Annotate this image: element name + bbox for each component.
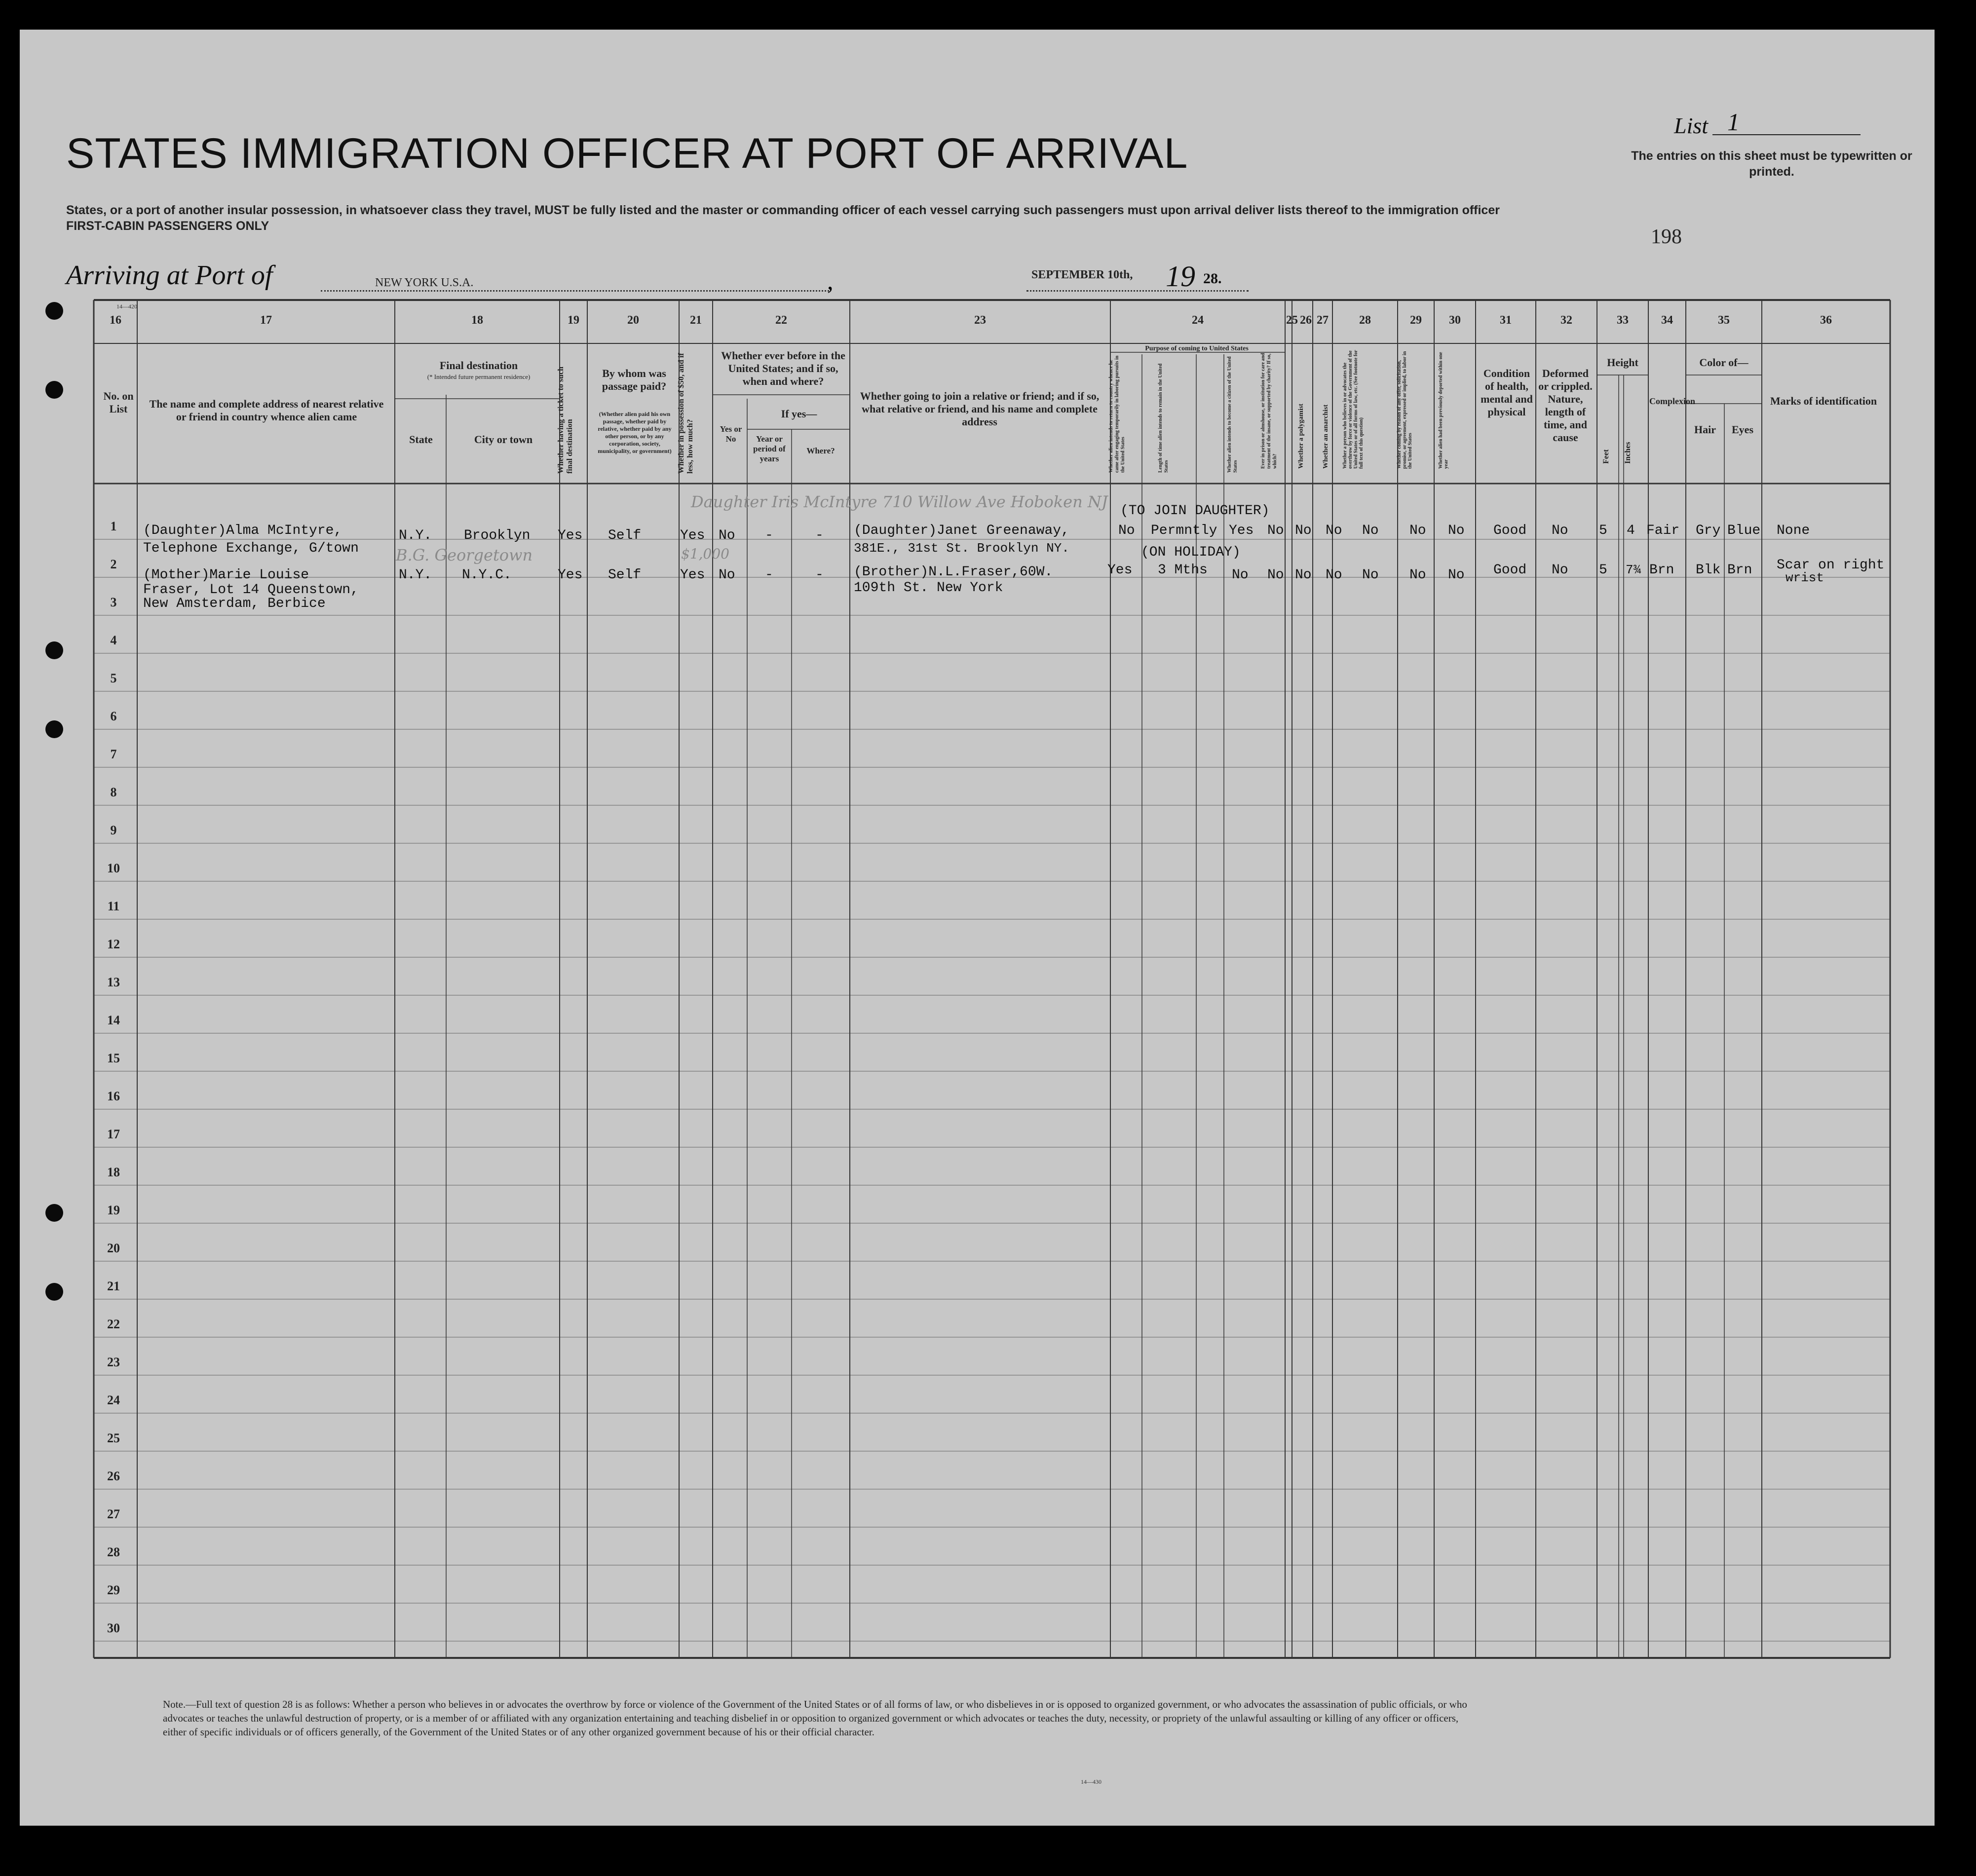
row2-eyes: Brn	[1727, 563, 1752, 578]
header-c22-ifyes: If yes—	[781, 408, 817, 420]
row2-join-line2: 109th St. New York	[854, 580, 1003, 596]
row2-return: Yes	[1107, 563, 1133, 578]
row2-relative-line2: Fraser, Lot 14 Queenstown,	[143, 582, 359, 598]
header-c21: Whether in possession of $50, and if less, how much?	[677, 353, 694, 474]
header-c18: Final destination	[439, 359, 518, 372]
row-number: 2	[110, 557, 117, 571]
row1-q30: No	[1448, 523, 1465, 538]
row-number: 27	[107, 1507, 120, 1521]
row-number: 3	[110, 595, 117, 609]
row-number: 10	[107, 861, 120, 875]
header-c25: Ever in prison or almshouse, or institution for care and treatment of the insane, or supported by charity? If so, which?	[1260, 353, 1278, 469]
row-number: 28	[107, 1545, 120, 1559]
column-number: 19	[568, 314, 579, 327]
arriving-label: Arriving at Port of	[66, 260, 273, 291]
row1-prison: No	[1267, 523, 1284, 538]
row-number: 7	[110, 747, 117, 761]
row1-city: Brooklyn	[464, 528, 531, 543]
row2-handwritten-amount: $1,000	[681, 546, 729, 562]
row1-complexion: Fair	[1646, 523, 1680, 538]
footnote: Note.—Full text of question 28 is as follows: Whether a person who believes in or advocates the overthrow by force or violence of the Government of the United States or of all forms of law, or who disbelieves in or is opposed to organized government, or who advocates the assassination of public officials, or who advocates or teaches the unlawful destruction of property, or is a member of or affiliated with any organization entertaining and teaching disbelief in or opposition to organized government or which advocates or teaches the duty, necessity, or propriety of the unlawful assaulting or killing of any officer or officers, either of specific individuals or of officers generally, of the Government of the United States or of any other organized government because of his or their official character.	[163, 1698, 1467, 1738]
row1-marks: None	[1777, 523, 1810, 538]
row-number: 29	[107, 1583, 120, 1597]
page-number: 198	[1651, 225, 1682, 248]
row1-citizen: Yes	[1229, 523, 1254, 538]
row1-has-50: Yes	[680, 528, 705, 543]
column-number: 26	[1300, 314, 1312, 327]
column-number: 22	[775, 314, 787, 327]
row1-handwritten-annotation: Daughter Iris McIntyre 710 Willow Ave Hoboken NJ	[691, 492, 1108, 511]
header-c28: Whether a person who believes in or advocates the overthrow by force or violence of the Government of the United States or of all forms of law, etc. (See footnote for full text of this question)	[1342, 350, 1364, 469]
row-number: 11	[107, 899, 120, 913]
header-c24a: Whether alien intends to return to country whence he came after engaging temporarily in laboring pursuits in the United States	[1108, 355, 1126, 473]
column-number: 20	[627, 314, 639, 327]
row1-deformed: No	[1552, 523, 1568, 538]
column-number: 23	[974, 314, 986, 327]
header-c22-yesno: Yes or No	[720, 424, 742, 444]
column-number: 21	[690, 314, 702, 327]
row1-before-in-us: No	[719, 528, 735, 543]
header-c22-where: Where?	[806, 446, 835, 455]
column-number: 28	[1359, 314, 1371, 327]
row-number: 5	[110, 671, 117, 685]
row2-health: Good	[1493, 563, 1527, 578]
column-number: 36	[1820, 314, 1832, 327]
row1-hair: Gry	[1696, 523, 1721, 538]
row2-length: 3 Mths	[1158, 563, 1208, 578]
row2-relative-line1: (Mother)Marie Louise	[143, 567, 309, 583]
row1-relative-line2: Telephone Exchange, G/town	[143, 541, 359, 556]
row-number: 19	[107, 1203, 120, 1217]
row2-has-50: Yes	[680, 567, 705, 583]
passenger-class: FIRST-CABIN PASSENGERS ONLY	[66, 219, 269, 233]
header-c32: Deformed or crippled. Nature, length of time, and cause	[1538, 367, 1593, 444]
row-number: 18	[107, 1165, 120, 1179]
row2-marks-line2: wrist	[1786, 570, 1824, 585]
header-c29: Whether coming by reason of any offer, solicitation, promise, or agreement, expressed or implied, to labor in the United States	[1397, 351, 1413, 469]
list-label: List	[1674, 113, 1709, 138]
column-number: 30	[1449, 314, 1461, 327]
column-number: 31	[1500, 314, 1512, 327]
column-number: 35	[1718, 314, 1730, 327]
header-c31: Condition of health, mental and physical	[1481, 367, 1533, 418]
row-number: 20	[107, 1241, 120, 1255]
header-c16: No. on List	[103, 390, 134, 415]
row-number: 4	[110, 633, 117, 647]
header-c35-eyes: Eyes	[1732, 423, 1753, 436]
row2-q30: No	[1448, 567, 1465, 583]
header-c33-inches: Inches	[1624, 442, 1632, 464]
column-number: 17	[260, 314, 272, 327]
row1-eyes: Blue	[1727, 523, 1761, 538]
row2-where: -	[815, 567, 824, 583]
header-c33-feet: Feet	[1602, 449, 1610, 464]
row1-where: -	[815, 528, 824, 543]
header-c34: Complexion	[1649, 396, 1696, 406]
row1-state: N.Y.	[399, 528, 432, 543]
header-c26: Whether a polygamist	[1297, 404, 1305, 469]
year-suffix: 28.	[1203, 270, 1222, 287]
row2-q28: No	[1362, 567, 1379, 583]
row2-before-in-us: No	[719, 567, 735, 583]
row-number: 9	[110, 823, 117, 837]
row2-marks-line1: Scar on right	[1777, 558, 1885, 573]
row1-paid-by: Self	[608, 528, 642, 543]
row1-relative-line1: (Daughter)Alma McIntyre,	[143, 523, 342, 538]
header-c19: Whether having a ticket to such final destination	[557, 366, 574, 474]
column-number: 18	[471, 314, 483, 327]
list-number: 1	[1727, 108, 1740, 136]
header-c18-state: State	[409, 433, 433, 446]
header-c24: Purpose of coming to United States	[1145, 345, 1249, 352]
row-number: 13	[107, 975, 120, 989]
row1-health: Good	[1493, 523, 1527, 538]
header-c18-note: (* Intended future permanent residence)	[427, 373, 531, 380]
row-number: 6	[110, 709, 117, 723]
row1-polygamist: No	[1295, 523, 1312, 538]
arrival-date: SEPTEMBER 10th,	[1031, 268, 1133, 281]
header-c22-year: Year or period of years	[753, 434, 786, 463]
column-number: 33	[1617, 314, 1629, 327]
row2-paid-by: Self	[608, 567, 642, 583]
year-prefix: 19	[1166, 260, 1195, 293]
port-name: NEW YORK U.S.A.	[375, 276, 474, 289]
row-number: 1	[110, 519, 117, 533]
header-c20: By whom was passage paid?	[602, 367, 667, 392]
column-number: 24	[1192, 314, 1204, 327]
comma: ,	[827, 267, 834, 295]
row1-purpose-note: (TO JOIN DAUGHTER)	[1120, 503, 1270, 519]
header-c17: The name and complete address of nearest relative or friend in country whence alien came	[149, 398, 384, 423]
row1-inches: 4	[1627, 523, 1635, 538]
page-title: STATES IMMIGRATION OFFICER AT PORT OF ARRIVAL	[66, 130, 1188, 177]
row-number: 23	[107, 1355, 120, 1369]
column-number: 16	[110, 314, 121, 327]
row-number: 14	[107, 1013, 120, 1027]
row1-year: -	[765, 528, 773, 543]
form-number-bottom: 14—430	[1081, 1778, 1102, 1785]
row2-ticket: Yes	[558, 567, 583, 583]
row2-polygamist: No	[1295, 567, 1312, 583]
row2-q29: No	[1409, 567, 1426, 583]
row2-relative-line3: New Amsterdam, Berbice	[143, 596, 326, 611]
row2-citizen: No	[1232, 567, 1249, 583]
column-number: 32	[1560, 314, 1572, 327]
row1-join-line2: 381E., 31st St. Brooklyn NY.	[854, 541, 1069, 556]
row1-length: Permntly	[1151, 523, 1217, 538]
header-c33: Height	[1607, 356, 1638, 369]
header-c35: Color of—	[1699, 356, 1748, 369]
row-number: 12	[107, 937, 120, 951]
column-number: 34	[1661, 314, 1673, 327]
row2-anarchist: No	[1326, 567, 1342, 583]
header-c24c: Whether alien intends to become a citizen of the United States	[1227, 356, 1238, 473]
header-c30: Whether alien had been previously deported within one year	[1438, 352, 1449, 469]
row2-state: N.Y.	[399, 567, 432, 583]
row2-deformed: No	[1552, 563, 1568, 578]
instruction-text: States, or a port of another insular possession, in whatsoever class they travel, MUST be fully listed and the master or commanding officer of each vessel carrying such passengers must upon arrival deliver lists thereof to the immigration officer	[66, 203, 1500, 217]
header-c22: Whether ever before in the United States; and if so, when and where?	[721, 349, 845, 387]
column-number: 25	[1286, 314, 1298, 327]
row-number: 26	[107, 1469, 120, 1483]
row2-year: -	[765, 567, 773, 583]
column-number: 27	[1317, 314, 1329, 327]
row1-anarchist: No	[1326, 523, 1342, 538]
row2-feet: 5	[1599, 563, 1607, 578]
row2-handwritten-city: B.G. Georgetown	[396, 546, 533, 564]
row1-ticket: Yes	[558, 528, 583, 543]
row1-join-line1: (Daughter)Janet Greenaway,	[854, 523, 1069, 538]
row-number: 21	[107, 1279, 120, 1293]
row-number: 16	[107, 1089, 120, 1103]
column-number: 29	[1410, 314, 1422, 327]
row2-hair: Blk	[1696, 563, 1721, 578]
row2-city: N.Y.C.	[462, 567, 512, 583]
entries-note: The entries on this sheet must be typewritten or printed.	[1631, 149, 1912, 179]
row-number: 8	[110, 785, 117, 799]
header-c35-hair: Hair	[1694, 423, 1716, 436]
header-c20-note: (Whether alien paid his own passage, whether paid by relative, whether paid by any other person, or by any corporation, society, municipality, or government)	[598, 411, 672, 454]
row-number: 15	[107, 1051, 120, 1065]
row1-feet: 5	[1599, 523, 1607, 538]
row-number: 25	[107, 1431, 120, 1445]
row1-q29: No	[1409, 523, 1426, 538]
header-c24b: Length of time alien intends to remain in the United States	[1158, 363, 1169, 473]
row-number: 22	[107, 1317, 120, 1331]
row-number: 17	[107, 1127, 120, 1141]
row2-prison: No	[1267, 567, 1284, 583]
row-number: 24	[107, 1393, 120, 1407]
row1-return: No	[1118, 523, 1135, 538]
row-number: 30	[107, 1621, 120, 1635]
header-c18-city: City or town	[474, 433, 533, 446]
header-c27: Whether an anarchist	[1322, 404, 1330, 469]
header-c23: Whether going to join a relative or friend; and if so, what relative or friend, and his name and complete address	[860, 390, 1100, 428]
header-c36: Marks of identification	[1770, 395, 1877, 407]
row2-purpose-note: (ON HOLIDAY)	[1141, 545, 1241, 560]
row1-q28: No	[1362, 523, 1379, 538]
form-number: 14—420	[116, 303, 137, 310]
row2-complexion: Brn	[1649, 563, 1674, 578]
row2-inches: 7¾	[1626, 563, 1641, 577]
row2-join-line1: (Brother)N.L.Fraser,60W.	[854, 564, 1053, 580]
